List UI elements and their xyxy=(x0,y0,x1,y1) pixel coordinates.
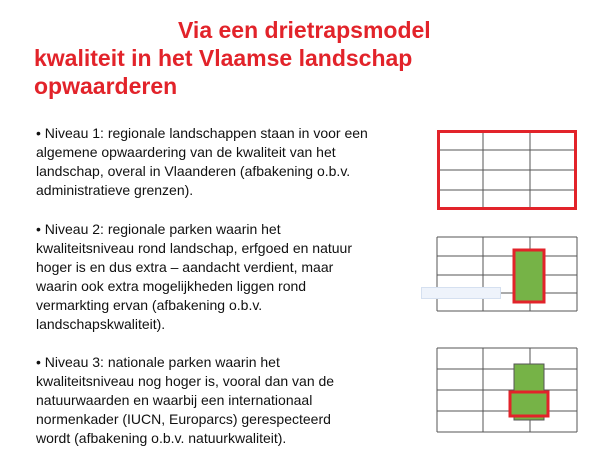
bullet-line: waarin ook extra mogelijkheden liggen rond xyxy=(36,278,307,294)
bullet-line: • Niveau 2: regionale parken waarin het xyxy=(36,221,281,237)
bullet-niveau-3 xyxy=(36,353,428,448)
slide-title xyxy=(34,16,594,100)
park-area xyxy=(514,250,544,302)
bullet-line: hoger is en dus extra – aandacht verdient, maar xyxy=(36,259,334,275)
bullet-line: vermarkting ervan (afbakening o.b.v. xyxy=(36,297,263,313)
bullet-niveau-1 xyxy=(36,124,428,200)
watermark-overlay xyxy=(421,287,501,299)
bullet-line: natuurwaarden en waarbij een internationaal xyxy=(36,392,313,408)
bullet-line: landschap, overal in Vlaanderen (afbakening o.b.v. xyxy=(36,163,351,179)
title-line-3: opwaarderen xyxy=(34,73,178,99)
bullet-line: normenkader (IUCN, Europarcs) gerespecteerd xyxy=(36,411,331,427)
bullet-line: administratieve grenzen). xyxy=(36,182,194,198)
bullet-line: kwaliteitsniveau nog hoger is, vooral dan van de xyxy=(36,373,335,389)
grid-lines xyxy=(437,348,577,432)
bullet-niveau-2 xyxy=(36,220,428,334)
grid-diagram-niveau-3 xyxy=(437,348,577,432)
bullet-line: landschapskwaliteit). xyxy=(36,316,166,332)
grid-diagram-niveau-1 xyxy=(437,130,577,210)
bullet-line: algemene opwaardering van de kwaliteit van het xyxy=(36,144,336,160)
bullet-line: • Niveau 3: nationale parken waarin het xyxy=(36,354,280,370)
grid-diagram-niveau-2 xyxy=(437,237,577,311)
title-line-1: Via een drietrapsmodel xyxy=(178,17,431,43)
bullet-line: • Niveau 1: regionale landschappen staan in voor een xyxy=(36,125,368,141)
core-area-outline xyxy=(510,392,548,416)
bullet-line: wordt (afbakening o.b.v. natuurkwaliteit). xyxy=(36,430,287,446)
bullet-line: kwaliteitsniveau rond landschap, erfgoed en natuur xyxy=(36,240,352,256)
grid-lines xyxy=(437,130,577,210)
title-line-2: kwaliteit in het Vlaamse landschap xyxy=(34,45,413,71)
grid-lines xyxy=(437,237,577,311)
